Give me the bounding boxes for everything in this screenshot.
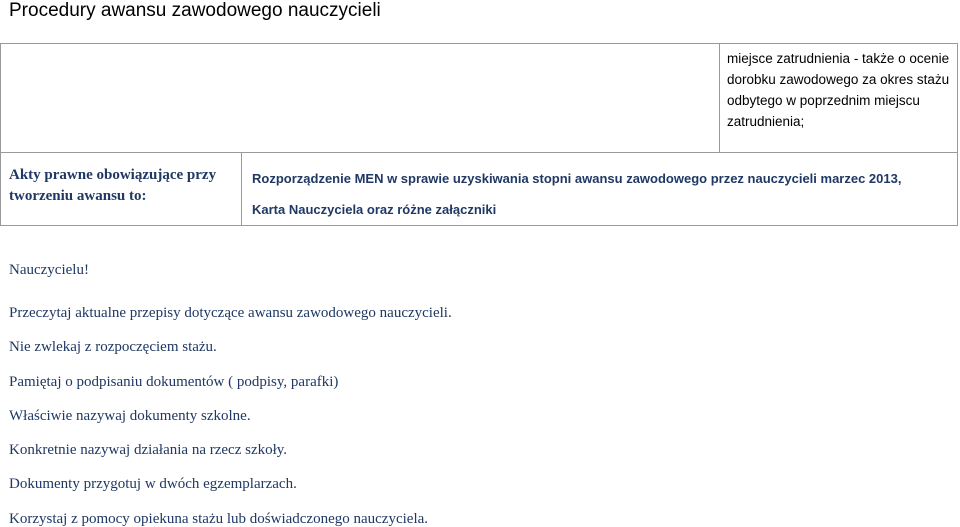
legal-acts-value [252, 163, 952, 225]
tip-item: Nie zwlekaj z rozpoczęciem stażu. [9, 339, 217, 356]
note-line: zatrudnienia; [727, 114, 805, 129]
tips-list [9, 296, 452, 527]
legal-acts-label-line: Akty prawne obowiązujące przy [9, 167, 217, 183]
legal-acts-label-line: tworzeniu awansu to: [9, 188, 147, 204]
table-divider [719, 43, 720, 153]
note-line: dorobku zawodowego za okres stażu [727, 72, 950, 87]
table-divider [241, 152, 242, 226]
note-cell [727, 48, 955, 132]
legal-acts-value-line: Rozporządzenie MEN w sprawie uzyskiwania stopni awansu zawodowego przez nauczycieli marzec 2013, [252, 171, 902, 186]
greeting: Nauczycielu! [9, 262, 89, 278]
note-line: odbytego w poprzednim miejscu [727, 93, 920, 108]
tip-item: Pamiętaj o podpisaniu dokumentów ( podpisy, parafki) [9, 373, 339, 390]
tip-item: Właściwie nazywaj dokumenty szkolne. [9, 407, 251, 424]
tip-item: Korzystaj z pomocy opiekuna stażu lub doświadczonego nauczyciela. [9, 510, 429, 527]
legal-acts-value-line: Karta Nauczyciela oraz różne załączniki [252, 202, 497, 217]
tip-item: Przeczytaj aktualne przepisy dotyczące awansu zawodowego nauczycieli. [9, 305, 452, 321]
table-divider [0, 152, 958, 153]
note-line: miejsce zatrudnienia - także o ocenie [727, 51, 950, 66]
legal-acts-label [9, 165, 235, 207]
tip-item: Konkretnie nazywaj działania na rzecz szkoły. [9, 442, 288, 459]
page-title: Procedury awansu zawodowego nauczycieli [9, 0, 381, 21]
tip-item: Dokumenty przygotuj w dwóch egzemplarzach. [9, 476, 297, 493]
